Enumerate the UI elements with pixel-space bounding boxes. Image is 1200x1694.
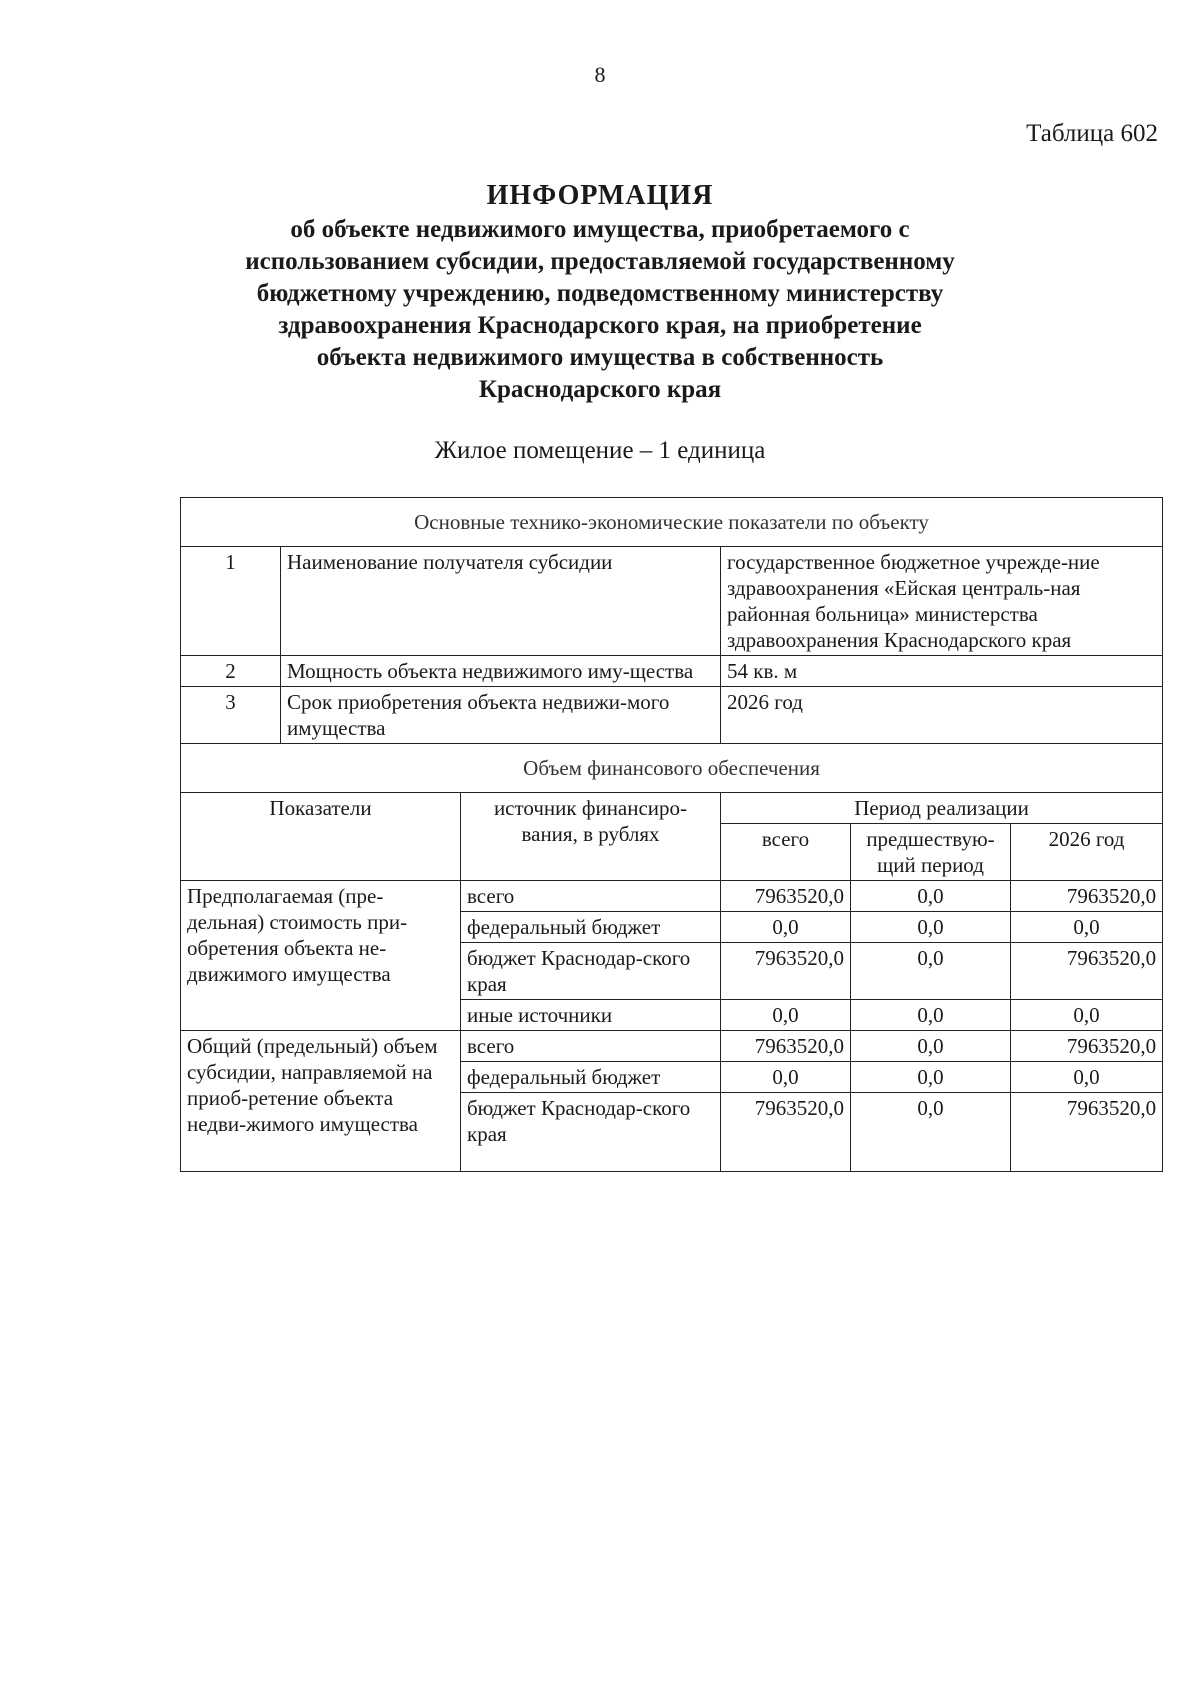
section1-header: Основные технико-экономические показатели по объекту [181, 498, 1163, 547]
row-number: 1 [181, 547, 281, 656]
group2-label: Общий (предельный) объем субсидии, направляемой на приоб-ретение объекта недви-жимого имущества [181, 1031, 461, 1172]
subtitle-line: бюджетному учреждению, подведомственному министерству [256, 280, 944, 307]
row-label: Срок приобретения объекта недвижи-мого имущества [281, 687, 721, 744]
subtitle-line: объекта недвижимого имущества в собственность [316, 344, 884, 371]
row-value: государственное бюджетное учрежде-ние здравоохранения «Ейская централь-ная районная больница» министерства здравоохранения Краснодарского края [721, 547, 1163, 656]
source-cell: федеральный бюджет [461, 912, 721, 943]
col-previous-header: предшествую-щий период [851, 824, 1011, 881]
row-number: 3 [181, 687, 281, 744]
subtitle-line: здравоохранения Краснодарского края, на приобретение [278, 312, 922, 339]
previous-cell: 0,0 [851, 1093, 1011, 1172]
total-cell: 7963520,0 [721, 943, 851, 1000]
table-header-row [181, 793, 1163, 824]
col-total-header: всего [721, 824, 851, 881]
table-row [181, 656, 1163, 687]
source-cell: иные источники [461, 1000, 721, 1031]
year-cell: 7963520,0 [1011, 1093, 1163, 1172]
section1-header-row [181, 498, 1163, 547]
table-row [181, 1031, 1163, 1062]
col-indicators-header: Показатели [181, 793, 461, 881]
col-year-header: 2026 год [1011, 824, 1163, 881]
subtitle-line: использованием субсидии, предоставляемой государственному [245, 248, 955, 275]
previous-cell: 0,0 [851, 943, 1011, 1000]
total-cell: 0,0 [721, 1000, 851, 1031]
total-cell: 0,0 [721, 912, 851, 943]
row-value: 54 кв. м [721, 656, 1163, 687]
row-value: 2026 год [721, 687, 1163, 744]
document-title: ИНФОРМАЦИЯ [486, 180, 714, 211]
previous-cell: 0,0 [851, 1031, 1011, 1062]
source-cell: федеральный бюджет [461, 1062, 721, 1093]
previous-cell: 0,0 [851, 912, 1011, 943]
source-cell: всего [461, 881, 721, 912]
row-number: 2 [181, 656, 281, 687]
source-cell: бюджет Краснодар-ского края [461, 1093, 721, 1172]
year-cell: 0,0 [1011, 1000, 1163, 1031]
row-label: Мощность объекта недвижимого иму-щества [281, 656, 721, 687]
col-period-header: Период реализации [721, 793, 1163, 824]
subtitle-line: Краснодарского края [478, 376, 722, 403]
total-cell: 7963520,0 [721, 881, 851, 912]
year-cell: 0,0 [1011, 1062, 1163, 1093]
total-cell: 7963520,0 [721, 1093, 851, 1172]
table-row [181, 881, 1163, 912]
table-row [181, 687, 1163, 744]
total-cell: 7963520,0 [721, 1031, 851, 1062]
previous-cell: 0,0 [851, 881, 1011, 912]
year-cell: 7963520,0 [1011, 881, 1163, 912]
source-cell: всего [461, 1031, 721, 1062]
year-cell: 0,0 [1011, 912, 1163, 943]
section2-header: Объем финансового обеспечения [181, 744, 1163, 793]
info-table [180, 497, 1163, 1172]
year-cell: 7963520,0 [1011, 943, 1163, 1000]
col-source-header: источник финансиро-вания, в рублях [461, 793, 721, 881]
total-cell: 0,0 [721, 1062, 851, 1093]
previous-cell: 0,0 [851, 1062, 1011, 1093]
table-row [181, 547, 1163, 656]
section2-header-row [181, 744, 1163, 793]
source-cell: бюджет Краснодар-ского края [461, 943, 721, 1000]
table-label: Таблица 602 [1026, 120, 1158, 147]
page-number: 8 [594, 62, 606, 87]
document-heading [0, 178, 1200, 406]
previous-cell: 0,0 [851, 1000, 1011, 1031]
year-cell: 7963520,0 [1011, 1031, 1163, 1062]
object-line: Жилое помещение – 1 единица [434, 437, 766, 464]
group1-label: Предполагаемая (пре-дельная) стоимость при-обретения объекта не-движимого имущества [181, 881, 461, 1031]
subtitle-line: об объекте недвижимого имущества, приобретаемого с [290, 216, 910, 243]
row-label: Наименование получателя субсидии [281, 547, 721, 656]
